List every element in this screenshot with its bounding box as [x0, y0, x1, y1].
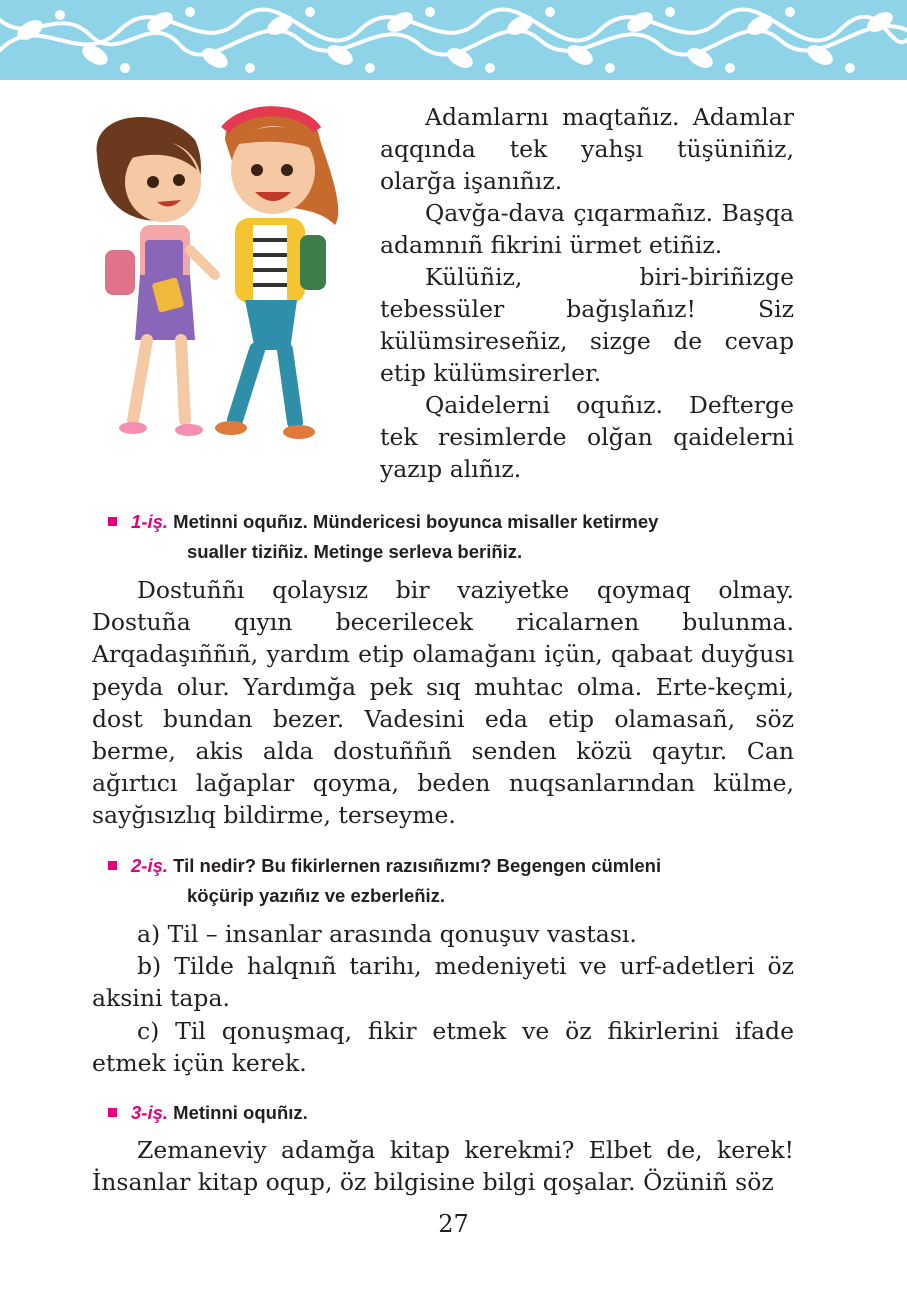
list-item: c) Til qonuşmaq, fikir etmek ve öz fikirlerini ifade etmek içün kerek. [92, 1016, 794, 1077]
square-bullet-icon [108, 1108, 117, 1117]
task-instruction: Metinni oquñız. [173, 1102, 308, 1123]
page-number: 27 [438, 1210, 469, 1238]
language-statements-list [92, 918, 794, 1079]
intro-paragraph: Qaidelerni oquñız. Defterge tek resimlerde olğan qaidelerni yazıp alıñız. [380, 391, 794, 483]
intro-paragraph: Qavğa-dava çıqarmañız. Başqa adamnıñ fikrini ürmet etiñiz. [380, 199, 794, 259]
intro-paragraph: Adamlarnı maqtañız. Adamlar aqqında tek yahşı tüşüniñiz, olarğa işanıñız. [380, 103, 794, 195]
girl-left-figure [97, 117, 215, 436]
intro-paragraph: Külüñiz, biri-biriñizge tebessüler bağışlañız! Siz külümsireseñiz, sizge de cevap etip külümsirerler. [380, 263, 794, 387]
girl-right-figure [215, 106, 338, 439]
task-number: 1-iş. [131, 511, 169, 532]
task-3-heading [108, 1098, 808, 1128]
body-paragraph: Dostuññı qolaysız bir vaziyetke qoymaq olmay. Dostuña qıyın becerilecek ricalarnen bulunma. Arqadaşıññıñ, yardım etip olamağanı içün, qabaat duyğusı peyda olur. Yardımğa pek sıq muhtac olma. Erte-keçmi, dost bundan bezer. Vadesini eda etip olamasañ, söz berme, akis alda dostuññıñ senden közü qaytır. Can ağırtıcı lağaplar qoyma, beden nuqsanlarından külme, sayğısızlıq bildirme, terseyme. [92, 576, 794, 830]
two-girls-illustration [85, 100, 360, 445]
task-instruction: köçürip yazıñız ve ezberleñiz. [187, 885, 446, 906]
task-instruction: Metinni oquñız. Mündericesi boyunca misaller ketirmey [173, 511, 659, 532]
task-number: 2-iş. [131, 855, 169, 876]
task-instruction: sualler tiziñiz. Metinge serleva beriñiz. [187, 541, 523, 562]
paragraph-books [92, 1134, 794, 1198]
task-number: 3-iş. [131, 1102, 169, 1123]
floral-ornament-icon [0, 0, 907, 80]
list-item: a) Til – insanlar arasında qonuşuv vastası. [137, 920, 637, 948]
body-paragraph: Zemaneviy adamğa kitap kerekmi? Elbet de, kerek! İnsanlar kitap oqup, öz bilgisine bilgi qoşalar. Özüniñ söz [92, 1136, 794, 1197]
square-bullet-icon [108, 517, 117, 526]
list-item: b) Tilde halqnıñ tarihı, medeniyeti ve urf-adetleri öz aksini tapa. [92, 952, 794, 1013]
task-1-heading [108, 507, 808, 567]
paragraph-friendship [92, 574, 794, 832]
decorative-header-band [0, 0, 907, 80]
task-2-heading [108, 851, 808, 911]
square-bullet-icon [108, 861, 117, 870]
intro-text-block [380, 101, 794, 485]
task-instruction: Til nedir? Bu fikirlernen razısıñızmı? Begengen cümleni [173, 855, 662, 876]
